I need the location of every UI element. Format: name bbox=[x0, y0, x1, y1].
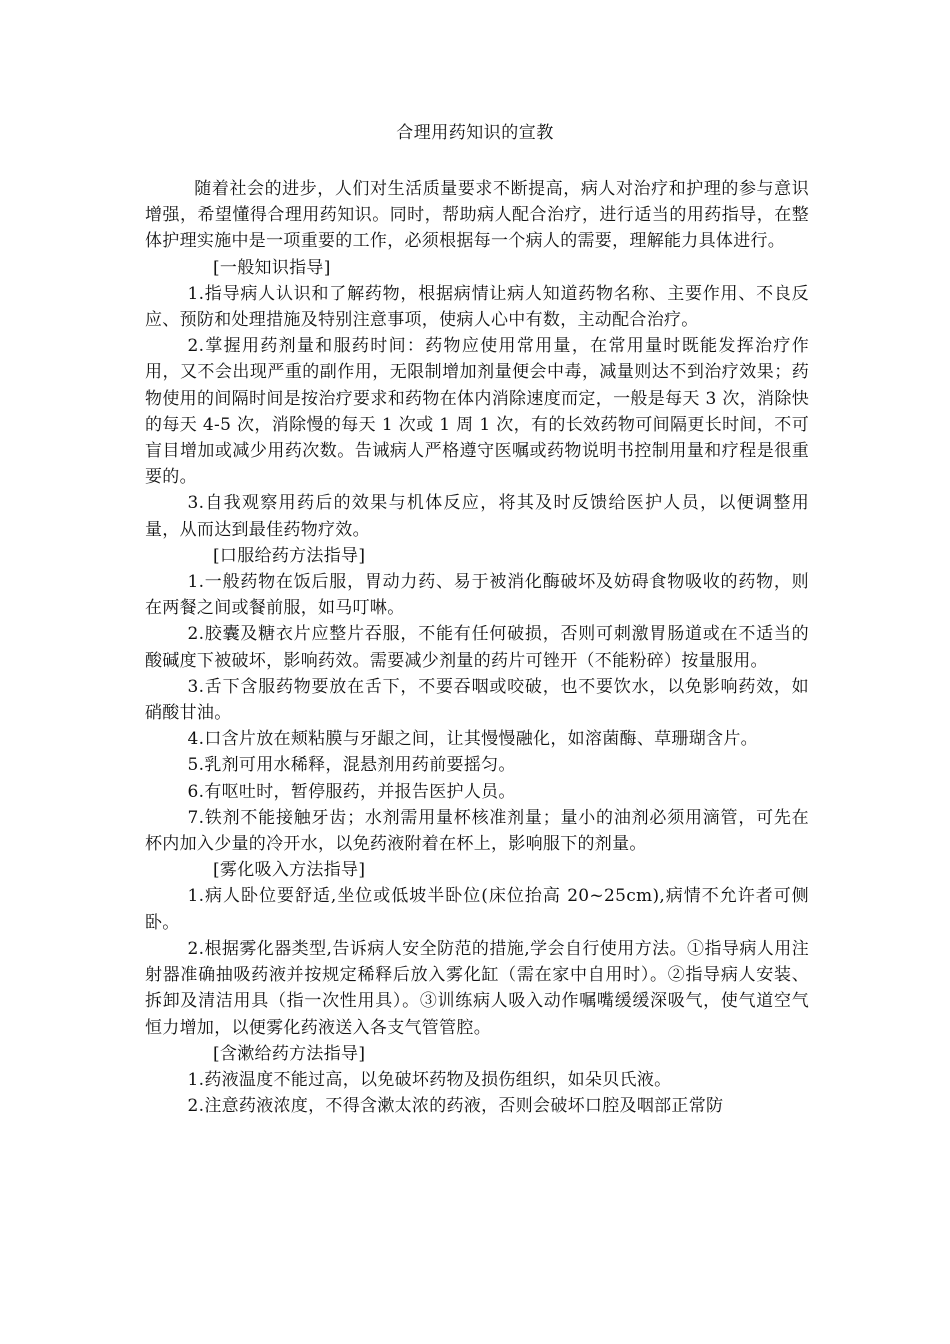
oral-item-7: 7.铁剂不能接触牙齿；水剂需用量杯核准剂量；量小的油剂必须用滴管，可先在杯内加入少量的冷开水，以免药液附着在杯上，影响服下的剂量。 bbox=[145, 807, 809, 855]
gargle-item-1: 1.药液温度不能过高，以免破坏药物及损伤组织，如朵贝氏液。 bbox=[187, 1069, 672, 1090]
general-item-2: 2.掌握用药剂量和服药时间：药物应使用常用量，在常用量时既能发挥治疗作用，又不会出现严重的副作用，无限制增加剂量便会中毒，减量则达不到治疗效果；药物使用的间隔时间是按治疗要求和药物在体内消除速度而定，一般是每天 3 次，消除快的每天 4-5 次，消除慢的每天 1 次或 1 周 1 次，有的长效药物可间隔更长时间，不可盲目增加或减少用药次数。告诫病人严格遵守医嘱或药物说明书控制用量和疗程是很重要的。 bbox=[145, 336, 809, 488]
oral-item-3: 3.舌下含服药物要放在舌下，不要吞咽或咬破，也不要饮水，以免影响药效，如硝酸甘油。 bbox=[145, 676, 809, 724]
oral-item-4: 4.口含片放在颊粘膜与牙龈之间，让其慢慢融化，如溶菌酶、草珊瑚含片。 bbox=[187, 729, 758, 750]
intro-paragraph: 随着社会的进步，人们对生活质量要求不断提高，病人对治疗和护理的参与意识增强，希望懂得合理用药知识。同时，帮助病人配合治疗，进行适当的用药指导，在整体护理实施中是一项重要的工作，必须根据每一个病人的需要，理解能力具体进行。 bbox=[145, 179, 809, 252]
nebulization-item-2: 2.根据雾化器类型,告诉病人安全防范的措施,学会自行使用方法。①指导病人用注射器准确抽吸药液并按规定稀释后放入雾化缸（需在家中自用时）。②指导病人安装、拆卸及清洁用具（指一次性用具）。③训练病人吸入动作嘱嘴缓缓深吸气，使气道空气恒力增加，以便雾化药液送入各支气管管腔。 bbox=[145, 938, 809, 1038]
section-heading-general: [一般知识指导] bbox=[213, 257, 331, 278]
oral-item-1: 1.一般药物在饭后服，胃动力药、易于被消化酶破坏及妨碍食物吸收的药物，则在两餐之间或餐前服，如马叮啉。 bbox=[145, 572, 809, 619]
gargle-item-2: 2.注意药液浓度，不得含漱太浓的药液，否则会破坏口腔及咽部正常防 bbox=[187, 1096, 724, 1117]
general-item-3: 3.自我观察用药后的效果与机体反应，将其及时反馈给医护人员，以便调整用量，从而达到最佳药物疗效。 bbox=[145, 493, 809, 540]
document-body bbox=[145, 176, 809, 1119]
oral-item-5: 5.乳剂可用水稀释，混悬剂用药前要摇匀。 bbox=[187, 755, 516, 776]
section-heading-nebulization: [雾化吸入方法指导] bbox=[213, 860, 366, 881]
general-item-1: 1.指导病人认识和了解药物，根据病情让病人知道药物名称、主要作用、不良反应、预防和处理措施及特别注意事项，使病人心中有数，主动配合治疗。 bbox=[145, 283, 809, 331]
oral-item-6: 6.有呕吐时，暂停服药，并报告医护人员。 bbox=[187, 781, 516, 802]
oral-item-2: 2.胶囊及糖衣片应整片吞服，不能有任何破损，否则可刺激胃肠道或在不适当的酸碱度下被破坏，影响药效。需要减少剂量的药片可锉开（不能粉碎）按量服用。 bbox=[145, 624, 809, 671]
document-title: 合理用药知识的宣教 bbox=[396, 123, 554, 143]
section-heading-gargle: [含漱给药方法指导] bbox=[213, 1043, 366, 1064]
section-heading-oral: [口服给药方法指导] bbox=[213, 545, 366, 566]
nebulization-item-1: 1.病人卧位要舒适,坐位或低坡半卧位(床位抬高 20~25cm),病情不允许者可侧卧。 bbox=[145, 886, 809, 933]
